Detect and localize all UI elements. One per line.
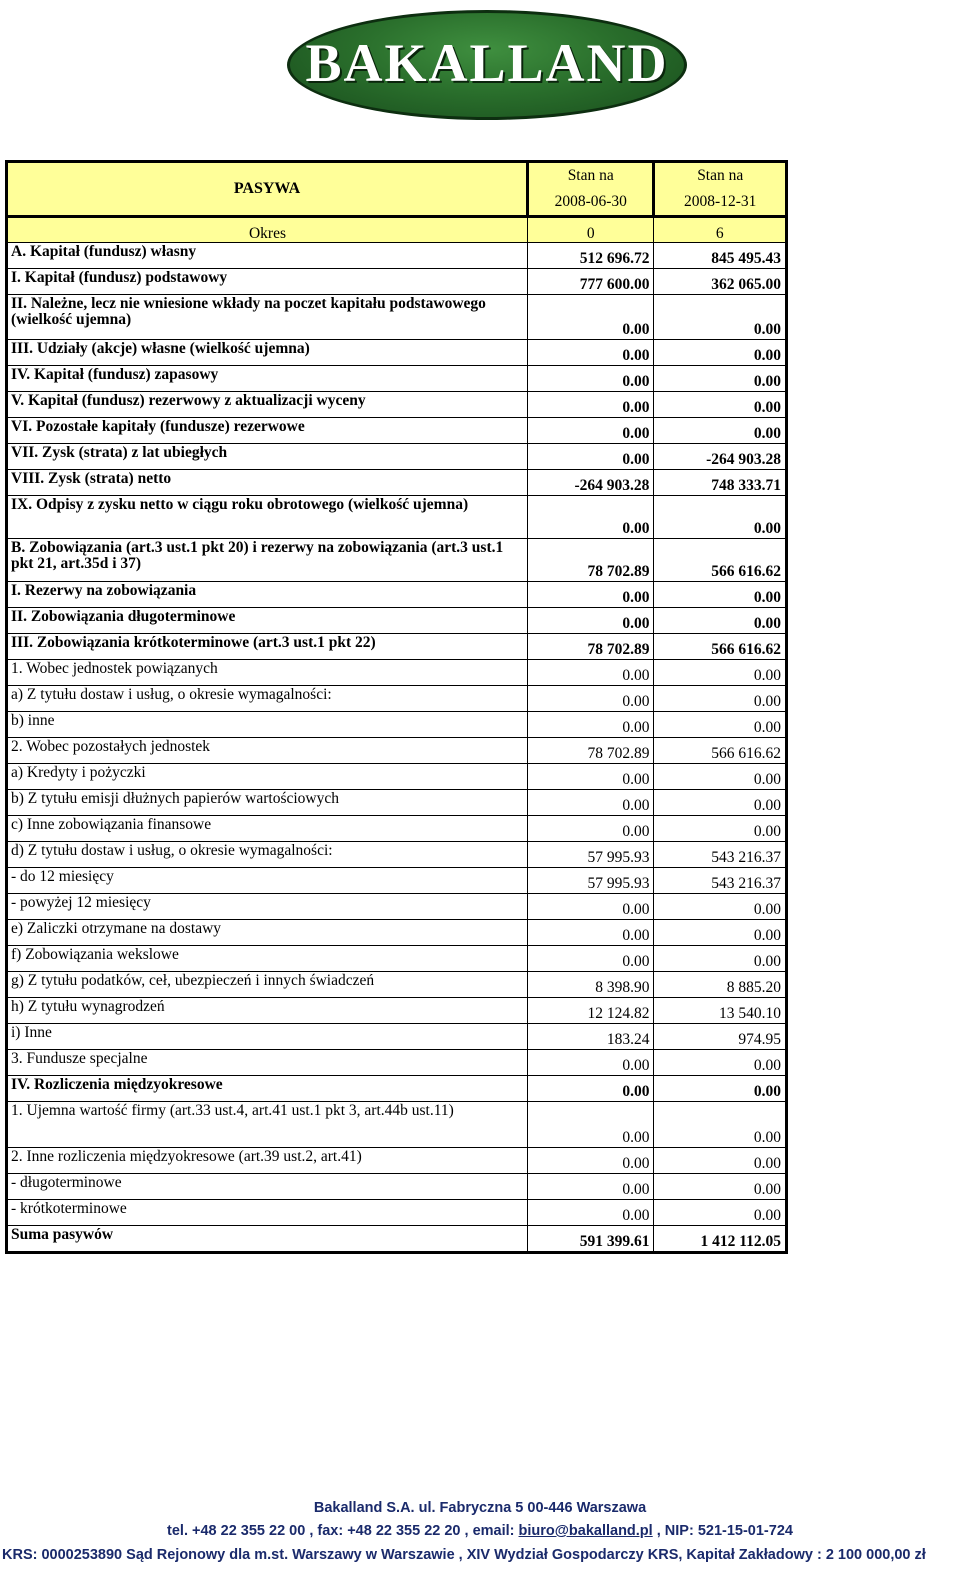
table-row: [7, 634, 787, 660]
row-value-2008-12-31: 0.00: [654, 686, 787, 712]
col2-header-line2: 2008-12-31: [684, 193, 757, 210]
row-value-2008-06-30: 777 600.00: [528, 269, 654, 295]
row-label: V. Kapitał (fundusz) rezerwowy z aktualizacji wyceny: [7, 392, 528, 418]
row-value-2008-12-31: 0.00: [654, 582, 787, 608]
table-row: [7, 444, 787, 470]
table-row: [7, 816, 787, 842]
row-value-2008-06-30: 0.00: [528, 608, 654, 634]
row-label: IV. Kapitał (fundusz) zapasowy: [7, 366, 528, 392]
table-row: [7, 340, 787, 366]
row-value-2008-06-30: 0.00: [528, 764, 654, 790]
row-label: g) Z tytułu podatków, ceł, ubezpieczeń i innych świadczeń: [7, 972, 528, 998]
row-label: I. Kapitał (fundusz) podstawowy: [7, 269, 528, 295]
table-row: [7, 1148, 787, 1174]
col2-header: [654, 162, 787, 217]
row-label: - długoterminowe: [7, 1174, 528, 1200]
row-value-2008-12-31: 13 540.10: [654, 998, 787, 1024]
row-value-2008-06-30: 512 696.72: [528, 243, 654, 269]
row-value-2008-06-30: 78 702.89: [528, 634, 654, 660]
row-value-2008-12-31: 0.00: [654, 392, 787, 418]
row-value-2008-12-31: 845 495.43: [654, 243, 787, 269]
col2-header-line1: Stan na: [697, 167, 744, 184]
row-label: - powyżej 12 miesięcy: [7, 894, 528, 920]
footer-contact-post: , NIP: 521-15-01-724: [652, 1523, 793, 1539]
row-value-2008-06-30: 0.00: [528, 418, 654, 444]
table-row: [7, 295, 787, 340]
table-row: [7, 842, 787, 868]
row-value-2008-12-31: 0.00: [654, 660, 787, 686]
row-value-2008-12-31: -264 903.28: [654, 444, 787, 470]
table-row: [7, 608, 787, 634]
table-row: [7, 712, 787, 738]
row-label: A. Kapitał (fundusz) własny: [7, 243, 528, 269]
table-row: [7, 243, 787, 269]
row-value-2008-12-31: 0.00: [654, 816, 787, 842]
row-label: IV. Rozliczenia międzyokresowe: [7, 1076, 528, 1102]
row-value-2008-12-31: 0.00: [654, 1102, 787, 1148]
okres-col2: 6: [654, 217, 787, 243]
row-label: 1. Ujemna wartość firmy (art.33 ust.4, art.41 ust.1 pkt 3, art.44b ust.11): [7, 1102, 528, 1148]
row-value-2008-12-31: 566 616.62: [654, 539, 787, 582]
table-row: [7, 1024, 787, 1050]
row-value-2008-06-30: 183.24: [528, 1024, 654, 1050]
row-value-2008-06-30: 78 702.89: [528, 539, 654, 582]
table-row: [7, 366, 787, 392]
row-label: f) Zobowiązania wekslowe: [7, 946, 528, 972]
col1-header: [528, 162, 654, 217]
table-row: [7, 418, 787, 444]
company-logo: [287, 10, 687, 120]
table-row: [7, 868, 787, 894]
row-label: B. Zobowiązania (art.3 ust.1 pkt 20) i rezerwy na zobowiązania (art.3 ust.1 pkt 21, art.35d i 37): [7, 539, 528, 582]
row-value-2008-06-30: 0.00: [528, 660, 654, 686]
row-value-2008-06-30: 0.00: [528, 816, 654, 842]
okres-row: [7, 217, 787, 243]
table-row: [7, 539, 787, 582]
table-row: [7, 998, 787, 1024]
row-value-2008-06-30: 0.00: [528, 1076, 654, 1102]
row-label: II. Zobowiązania długoterminowe: [7, 608, 528, 634]
row-label: 2. Inne rozliczenia międzyokresowe (art.39 ust.2, art.41): [7, 1148, 528, 1174]
row-value-2008-12-31: 0.00: [654, 894, 787, 920]
footer-contact-pre: tel. +48 22 355 22 00 , fax: +48 22 355 22 20 , email:: [167, 1523, 519, 1539]
table-row: [7, 894, 787, 920]
table-row: [7, 496, 787, 539]
row-value-2008-12-31: 362 065.00: [654, 269, 787, 295]
row-value-2008-12-31: 974.95: [654, 1024, 787, 1050]
row-value-2008-12-31: 0.00: [654, 340, 787, 366]
row-value-2008-12-31: 0.00: [654, 608, 787, 634]
row-value-2008-12-31: 0.00: [654, 1174, 787, 1200]
row-value-2008-06-30: 0.00: [528, 1174, 654, 1200]
logo-oval: [287, 10, 687, 120]
footer-address: Bakalland S.A. ul. Fabryczna 5 00-446 Warszawa: [313, 1500, 647, 1516]
row-value-2008-12-31: 0.00: [654, 790, 787, 816]
table-row: [7, 686, 787, 712]
table-row: [7, 790, 787, 816]
row-value-2008-12-31: 0.00: [654, 1200, 787, 1226]
table-row: [7, 582, 787, 608]
row-label: III. Zobowiązania krótkoterminowe (art.3 ust.1 pkt 22): [7, 634, 528, 660]
row-value-2008-06-30: 0.00: [528, 790, 654, 816]
row-label: 2. Wobec pozostałych jednostek: [7, 738, 528, 764]
row-value-2008-12-31: 1 412 112.05: [654, 1226, 787, 1253]
row-label: VII. Zysk (strata) z lat ubiegłych: [7, 444, 528, 470]
row-value-2008-12-31: 0.00: [654, 920, 787, 946]
row-value-2008-06-30: 0.00: [528, 1200, 654, 1226]
row-value-2008-12-31: 0.00: [654, 1050, 787, 1076]
row-value-2008-06-30: 12 124.82: [528, 998, 654, 1024]
row-label: e) Zaliczki otrzymane na dostawy: [7, 920, 528, 946]
row-value-2008-06-30: 0.00: [528, 340, 654, 366]
row-value-2008-06-30: 0.00: [528, 444, 654, 470]
row-label: III. Udziały (akcje) własne (wielkość ujemna): [7, 340, 528, 366]
row-value-2008-06-30: 591 399.61: [528, 1226, 654, 1253]
table-row: [7, 269, 787, 295]
logo-text: BAKALLAND: [305, 33, 669, 93]
table-row: [7, 1050, 787, 1076]
table-row: [7, 920, 787, 946]
table-row: [7, 660, 787, 686]
row-label: h) Z tytułu wynagrodzeń: [7, 998, 528, 1024]
okres-label: Okres: [7, 217, 528, 243]
row-label: 3. Fundusze specjalne: [7, 1050, 528, 1076]
table-row: [7, 470, 787, 496]
row-label: b) inne: [7, 712, 528, 738]
footer-registration: KRS: 0000253890 Sąd Rejonowy dla m.st. Warszawy w Warszawie , XIV Wydział Gospodarczy KRS, Kapitał Zakładowy : 2 100 000,00 zł: [2, 1547, 926, 1563]
table-row: [7, 946, 787, 972]
row-value-2008-06-30: 0.00: [528, 686, 654, 712]
table-row: [7, 972, 787, 998]
footer-contact: [0, 1523, 960, 1539]
row-value-2008-06-30: 0.00: [528, 1050, 654, 1076]
row-label: d) Z tytułu dostaw i usług, o okresie wymagalności:: [7, 842, 528, 868]
table-row: [7, 1200, 787, 1226]
row-value-2008-06-30: -264 903.28: [528, 470, 654, 496]
row-label: II. Należne, lecz nie wniesione wkłady na poczet kapitału podstawowego (wielkość ujemna): [7, 295, 528, 340]
row-value-2008-06-30: 0.00: [528, 496, 654, 539]
row-value-2008-06-30: 0.00: [528, 295, 654, 340]
table-row: [7, 1102, 787, 1148]
col1-header-line1: Stan na: [567, 167, 614, 184]
row-value-2008-06-30: 0.00: [528, 582, 654, 608]
row-label: Suma pasywów: [7, 1226, 528, 1253]
col1-header-line2: 2008-06-30: [554, 193, 627, 210]
table-title: PASYWA: [7, 162, 528, 217]
row-value-2008-12-31: 0.00: [654, 496, 787, 539]
okres-col1: 0: [528, 217, 654, 243]
row-value-2008-12-31: 0.00: [654, 1076, 787, 1102]
row-label: c) Inne zobowiązania finansowe: [7, 816, 528, 842]
row-value-2008-06-30: 0.00: [528, 1102, 654, 1148]
row-value-2008-12-31: 0.00: [654, 295, 787, 340]
table-row: [7, 764, 787, 790]
row-value-2008-06-30: 0.00: [528, 894, 654, 920]
row-value-2008-12-31: 543 216.37: [654, 868, 787, 894]
table-row: [7, 738, 787, 764]
row-value-2008-06-30: 0.00: [528, 392, 654, 418]
row-value-2008-12-31: 0.00: [654, 946, 787, 972]
footer-email-link[interactable]: biuro@bakalland.pl: [518, 1523, 653, 1539]
row-label: VI. Pozostałe kapitały (fundusze) rezerwowe: [7, 418, 528, 444]
row-label: IX. Odpisy z zysku netto w ciągu roku obrotowego (wielkość ujemna): [7, 496, 528, 539]
table-header-row: [7, 162, 787, 217]
row-label: a) Z tytułu dostaw i usług, o okresie wymagalności:: [7, 686, 528, 712]
row-value-2008-12-31: 748 333.71: [654, 470, 787, 496]
table-row: [7, 1174, 787, 1200]
row-value-2008-06-30: 0.00: [528, 366, 654, 392]
row-label: - do 12 miesięcy: [7, 868, 528, 894]
row-label: I. Rezerwy na zobowiązania: [7, 582, 528, 608]
table-row: [7, 1226, 787, 1253]
row-value-2008-06-30: 0.00: [528, 712, 654, 738]
row-label: VIII. Zysk (strata) netto: [7, 470, 528, 496]
row-value-2008-06-30: 8 398.90: [528, 972, 654, 998]
row-label: b) Z tytułu emisji dłużnych papierów wartościowych: [7, 790, 528, 816]
row-value-2008-06-30: 57 995.93: [528, 868, 654, 894]
row-value-2008-12-31: 0.00: [654, 366, 787, 392]
row-value-2008-06-30: 0.00: [528, 1148, 654, 1174]
row-value-2008-12-31: 0.00: [654, 1148, 787, 1174]
row-label: a) Kredyty i pożyczki: [7, 764, 528, 790]
row-value-2008-12-31: 0.00: [654, 418, 787, 444]
row-label: - krótkoterminowe: [7, 1200, 528, 1226]
row-value-2008-12-31: 566 616.62: [654, 634, 787, 660]
row-label: i) Inne: [7, 1024, 528, 1050]
row-label: 1. Wobec jednostek powiązanych: [7, 660, 528, 686]
liabilities-table: [5, 160, 788, 1254]
table-row: [7, 392, 787, 418]
row-value-2008-12-31: 0.00: [654, 712, 787, 738]
row-value-2008-06-30: 78 702.89: [528, 738, 654, 764]
row-value-2008-06-30: 0.00: [528, 946, 654, 972]
row-value-2008-12-31: 566 616.62: [654, 738, 787, 764]
row-value-2008-12-31: 0.00: [654, 764, 787, 790]
table-row: [7, 1076, 787, 1102]
row-value-2008-06-30: 57 995.93: [528, 842, 654, 868]
row-value-2008-12-31: 543 216.37: [654, 842, 787, 868]
row-value-2008-06-30: 0.00: [528, 920, 654, 946]
row-value-2008-12-31: 8 885.20: [654, 972, 787, 998]
